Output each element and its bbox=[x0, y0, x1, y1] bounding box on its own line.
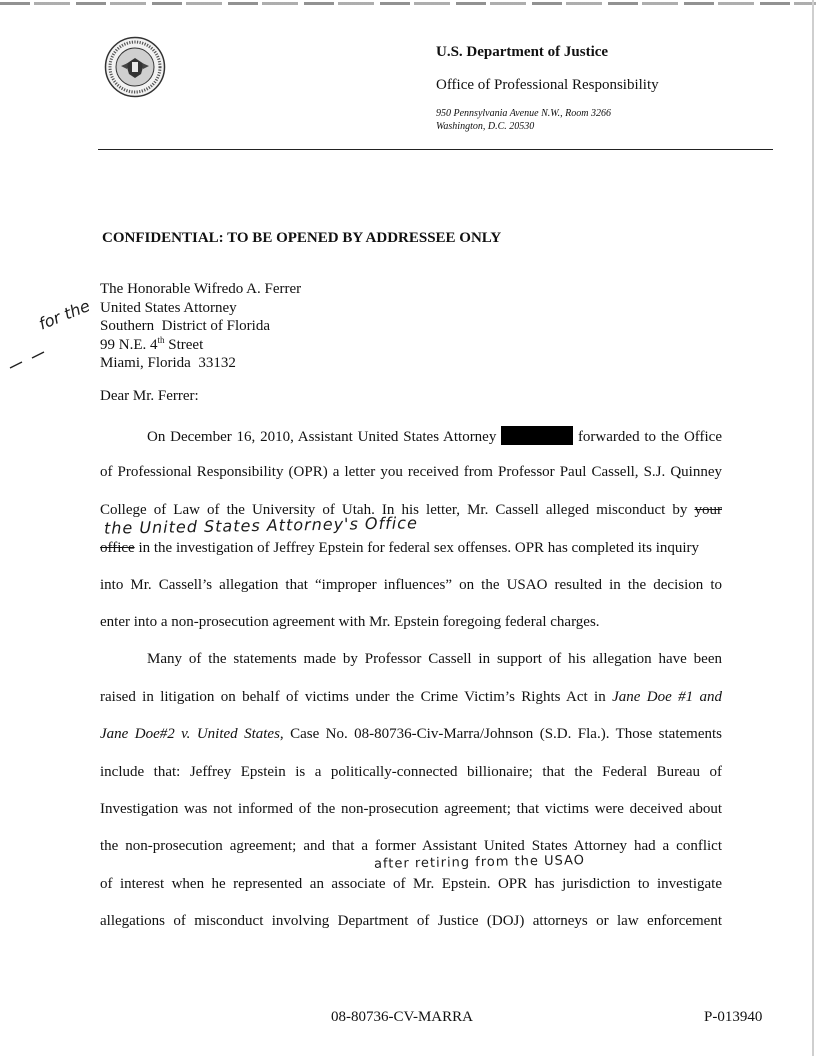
body-line: Investigation was not informed of the non-prosecution agreement; that victims were deceived about bbox=[100, 801, 722, 817]
case-name: Jane Doe #1 and bbox=[612, 689, 722, 705]
body-text: raised in litigation on behalf of victims under the Crime Victim’s Rights Act in bbox=[100, 689, 613, 705]
body-line bbox=[100, 687, 722, 707]
handwritten-caret-mark bbox=[8, 348, 48, 372]
street-name: Street bbox=[164, 336, 204, 353]
addressee-city: Miami, Florida 33132 bbox=[100, 355, 236, 372]
agency-name: U.S. Department of Justice bbox=[436, 44, 609, 60]
address-line-1: 950 Pennsylvania Avenue N.W., Room 3266 bbox=[436, 108, 611, 119]
case-name: Jane Doe#2 v. United States bbox=[100, 726, 280, 742]
body-text: On December 16, 2010, Assistant United States Attorney bbox=[147, 429, 497, 445]
scan-top-edge bbox=[0, 2, 816, 5]
office-address bbox=[436, 107, 611, 133]
confidential-notice: CONFIDENTIAL: TO BE OPENED BY ADDRESSEE ONLY bbox=[102, 230, 502, 246]
body-line: of interest when he represented an associate of Mr. Epstein. OPR has jurisdiction to investigate bbox=[100, 876, 722, 892]
body-line: allegations of misconduct involving Department of Justice (DOJ) attorneys or law enforcement bbox=[100, 913, 722, 929]
body-text: in the investigation of Jeffrey Epstein for federal sex offenses. OPR has completed its inquiry bbox=[134, 540, 700, 556]
addressee-title: United States Attorney bbox=[100, 299, 237, 316]
body-line: enter into a non-prosecution agreement with Mr. Epstein foregoing federal charges. bbox=[100, 614, 600, 630]
letterhead-rule bbox=[98, 149, 773, 150]
street-number: 99 N.E. 4 bbox=[100, 336, 158, 353]
body-line: the non-prosecution agreement; and that a former Assistant United States Attorney had a conflict bbox=[100, 838, 722, 854]
doj-seal-icon bbox=[104, 36, 166, 98]
footer-case-number: 08-80736-CV-MARRA bbox=[331, 1009, 473, 1025]
body-line: of Professional Responsibility (OPR) a letter you received from Professor Paul Cassell, S.J. Quinney bbox=[100, 464, 722, 480]
body-line: include that: Jeffrey Epstein is a politically-connected billionaire; that the Federal Bureau of bbox=[100, 764, 722, 780]
struck-text: your bbox=[694, 502, 722, 518]
addressee-street bbox=[100, 336, 301, 355]
body-text: College of Law of the University of Utah. In his letter, Mr. Cassell alleged misconduct by bbox=[100, 502, 688, 518]
salutation: Dear Mr. Ferrer: bbox=[100, 388, 199, 404]
office-name: Office of Professional Responsibility bbox=[436, 77, 659, 93]
body-text: forwarded to the Office bbox=[577, 429, 722, 445]
address-line-2: Washington, D.C. 20530 bbox=[436, 121, 535, 132]
handwritten-margin-note: for the bbox=[36, 296, 93, 334]
body-line bbox=[100, 724, 722, 744]
addressee-block bbox=[100, 280, 301, 373]
footer-page-id: P-013940 bbox=[704, 1009, 763, 1025]
street-suffix: th bbox=[157, 334, 165, 345]
body-text: , Case No. 08-80736-Civ-Marra/Johnson (S.D. Fla.). Those statements bbox=[279, 726, 722, 742]
body-line: into Mr. Cassell’s allegation that “improper influences” on the USAO resulted in the decision to bbox=[100, 577, 722, 593]
body-line bbox=[147, 426, 722, 447]
addressee-district: Southern District of Florida bbox=[100, 318, 270, 335]
handwritten-insertion: the United States Attorney's Office bbox=[103, 513, 419, 538]
handwritten-insertion: after retiring from the USAO bbox=[373, 853, 586, 872]
redaction-block bbox=[501, 426, 573, 445]
struck-text: office bbox=[100, 540, 135, 556]
scan-right-edge bbox=[812, 0, 814, 1056]
addressee-name: The Honorable Wifredo A. Ferrer bbox=[100, 281, 302, 297]
body-line: Many of the statements made by Professor Cassell in support of his allegation have been bbox=[147, 651, 722, 667]
body-line bbox=[100, 538, 722, 558]
